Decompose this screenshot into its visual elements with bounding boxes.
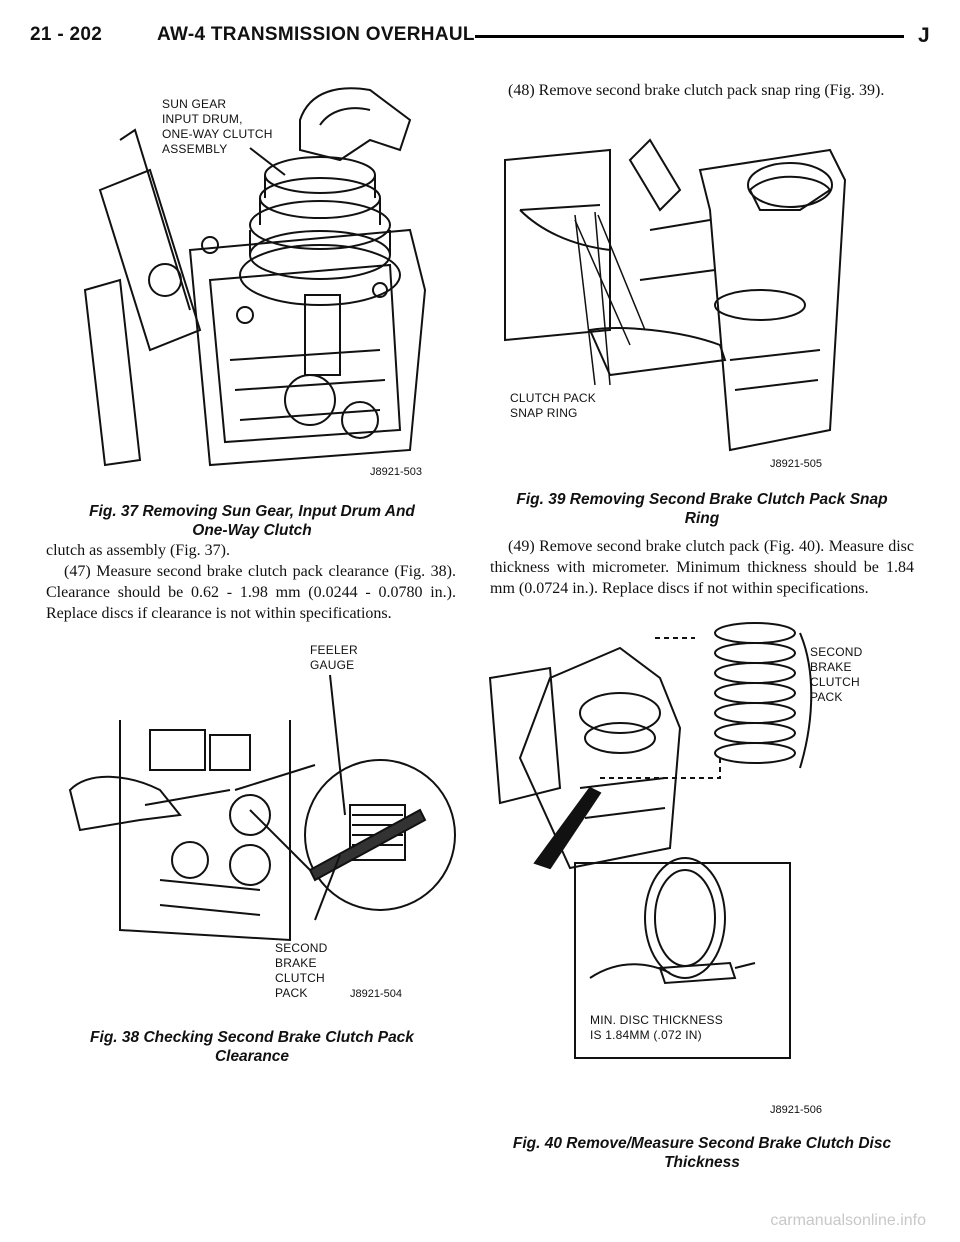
fig38-callout-bottom-4: PACK [275, 986, 308, 1000]
fig38-caption-line1: Fig. 38 Checking Second Brake Clutch Pack [90, 1029, 414, 1046]
fig40-drawing [480, 618, 900, 1118]
fig38-callout-bottom-3: CLUTCH [275, 971, 325, 985]
fig37-code: J8921-503 [370, 466, 422, 478]
figure-38-caption [48, 1028, 456, 1066]
fig38-callout-top-1: FEELER [310, 643, 358, 657]
step-46-continuation: clutch as assembly (Fig. 37). [46, 542, 230, 559]
fig38-caption-line2: Clearance [214, 1048, 290, 1065]
step-49: (49) Remove second brake clutch pack (Fig. 40). Measure disc thickness with micrometer. Minimum thickness should be 1.84 mm (0.0724 in.). Replace discs if not within specifications. [490, 538, 914, 597]
fig37-callout-4: ASSEMBLY [162, 142, 228, 156]
step-48: (48) Remove second brake clutch pack snap ring (Fig. 39). [508, 82, 885, 99]
figure-37-illustration [80, 80, 460, 480]
fig38-code: J8921-504 [350, 988, 402, 1000]
header-rule [450, 35, 904, 38]
fig40-pack-3: CLUTCH [810, 675, 860, 689]
fig38-drawing [60, 640, 460, 1010]
fig37-drawing [80, 80, 460, 480]
left-column-text [46, 540, 456, 624]
fig38-callout-bottom-1: SECOND [275, 941, 328, 955]
fig37-callout-3: ONE-WAY CLUTCH [162, 127, 273, 141]
section-title: AW-4 TRANSMISSION OVERHAUL [157, 24, 475, 45]
fig37-callout-1: SUN GEAR [162, 97, 227, 111]
fig40-pack-4: PACK [810, 690, 843, 704]
fig40-caption-line1: Fig. 40 Remove/Measure Second Brake Clutch Disc [512, 1135, 892, 1152]
fig37-caption-line1: Fig. 37 Removing Sun Gear, Input Drum And [89, 503, 415, 520]
fig40-caption-line2: Thickness [664, 1154, 740, 1171]
fig40-pack-2: BRAKE [810, 660, 852, 674]
fig39-callout-1: CLUTCH PACK [510, 391, 596, 405]
fig39-caption-line1: Fig. 39 Removing Second Brake Clutch Pack Snap [516, 491, 888, 508]
step-48-block [490, 80, 914, 101]
page-number: 21 - 202 [30, 24, 103, 45]
fig40-code: J8921-506 [770, 1104, 822, 1116]
fig39-code: J8921-505 [770, 458, 822, 470]
fig40-pack-1: SECOND [810, 645, 863, 659]
figure-37-caption [48, 502, 456, 540]
fig37-caption-line2: One-Way Clutch [192, 522, 312, 539]
fig40-min-2: IS 1.84MM (.072 IN) [590, 1028, 702, 1042]
fig37-callout-2: INPUT DRUM, [162, 112, 243, 126]
figure-40-caption [490, 1134, 914, 1172]
figure-38-illustration [60, 640, 460, 1010]
fig38-callout-top-2: GAUGE [310, 658, 355, 672]
fig39-callout-2: SNAP RING [510, 406, 578, 420]
edition-letter: J [918, 24, 930, 47]
fig39-caption-line2: Ring [684, 510, 720, 527]
step-47: (47) Measure second brake clutch pack clearance (Fig. 38). Clearance should be 0.62 - 1.98 mm (0.0244 - 0.0780 in.). Replace discs if clearance is not within specifications. [46, 563, 456, 622]
fig38-callout-bottom-2: BRAKE [275, 956, 317, 970]
fig39-drawing [500, 130, 870, 480]
figure-40-illustration [480, 618, 900, 1118]
step-49-block [490, 536, 914, 599]
watermark: carmanualsonline.info [770, 1212, 926, 1229]
figure-39-caption [490, 490, 914, 528]
fig40-min-1: MIN. DISC THICKNESS [590, 1013, 723, 1027]
page-header [30, 24, 930, 54]
figure-39-illustration [500, 130, 870, 480]
